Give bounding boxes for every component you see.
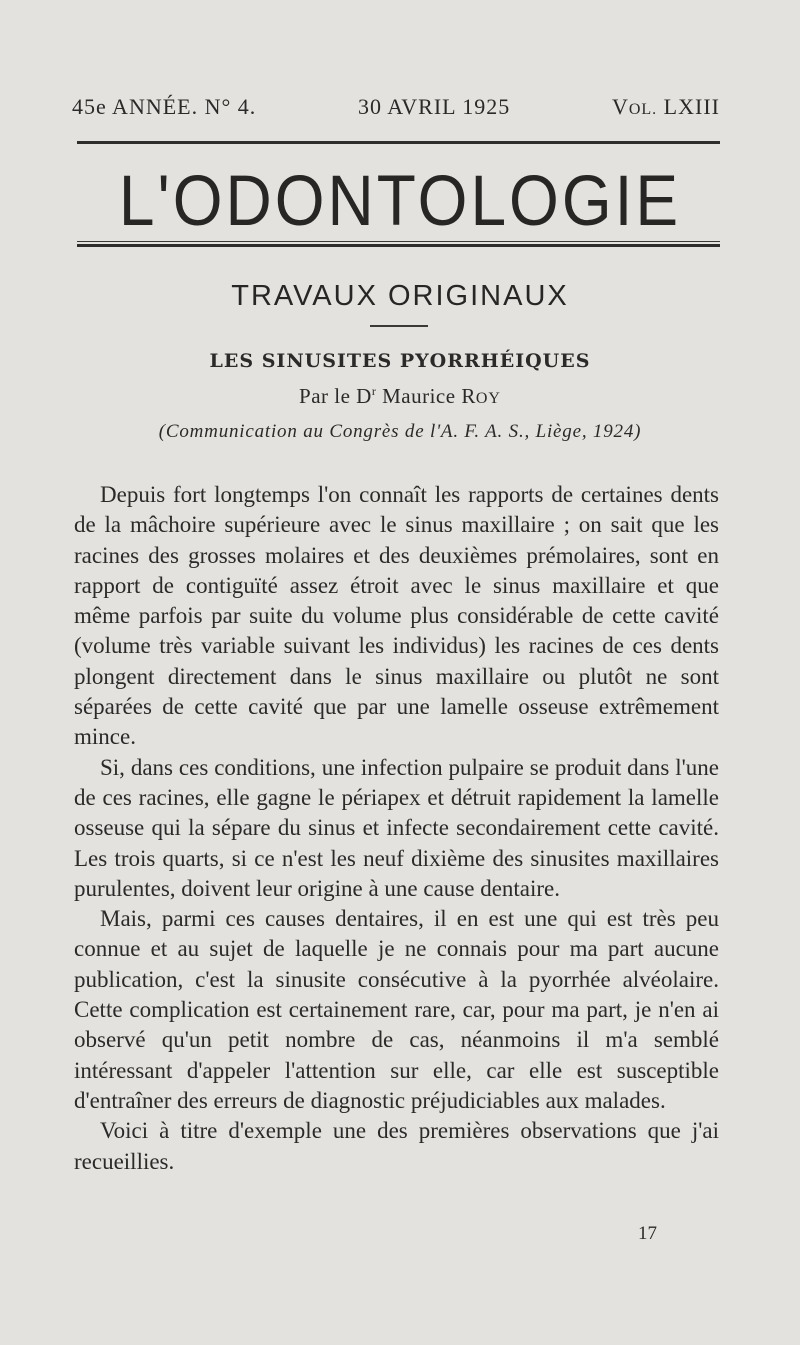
volume-number: LXIII [663,94,720,119]
section-divider [370,325,428,327]
paragraph: Mais, parmi ces causes dentaires, il en est une qui est très peu connue et au sujet de laquelle je ne connais pour ma part aucune publication, c'est la sinusite consécutive à la pyorrhée alvéolaire. Cette complication est certainement rare, car, pour ma part, je n'en ai observé qu'un petit nombre de cas, néanmoins il m'a semblé intéressant d'appeler l'attention sur elle, car elle est susceptible d'entraîner des erreurs de diagnostic préjudiciables aux malades. [74,906,719,1113]
paragraph: Si, dans ces conditions, une infection pulpaire se produit dans l'une de ces racines, elle gagne le périapex et détruit rapidement la lamelle osseuse qui la sépare du sinus et infecte secondairement cette cavité. Les trois quarts, si ce n'est les neuf dixième des sinusites maxillaires purulentes, doivent leur origine à une cause dentaire. [74,754,719,901]
byline-sup: r [371,384,377,398]
header-rule [77,141,720,144]
article-body [74,480,719,1177]
issue-date: 30 AVRIL 1925 [357,94,511,119]
volume-smallcaps: OL. [628,101,658,118]
volume-prefix: V [611,94,629,119]
title-double-rule [77,241,720,247]
byline-prefix: Par le D [299,384,372,408]
communication-note: (Communication au Congrès de l'A. F. A. S., Liège, 1924) [158,421,642,442]
running-head [72,94,720,120]
issue-number: 45e ANNÉE. N° 4. [72,94,257,119]
article-title: LES SINUSITES PYORRHÉIQUES [209,350,591,372]
paragraph: Voici à titre d'exemple une des premières observations que j'ai recueillies. [74,1118,719,1174]
journal-title: L'ODONTOLOGIE [118,160,682,241]
volume-label [612,94,720,120]
author-smallcaps: OY [475,390,501,407]
page-number: 17 [638,1223,657,1244]
byline [0,384,800,409]
author-first: Maurice R [382,384,476,408]
section-title: TRAVAUX ORIGINAUX [231,280,569,312]
paragraph: Depuis fort longtemps l'on connaît les rapports de certaines dents de la mâchoire supérieure avec le sinus maxillaire ; on sait que les racines des grosses molaires et des deuxièmes prémolaires, sont en rapport de contiguïté assez étroit avec le sinus maxillaire et que même parfois par suite du volume plus considérable de cette cavité (volume très variable suivant les individus) les racines de ces dents plongent directement dans le sinus maxillaire ou plutôt ne sont séparées de cette cavité que par une lamelle osseuse extrêmement mince. [74,482,719,750]
